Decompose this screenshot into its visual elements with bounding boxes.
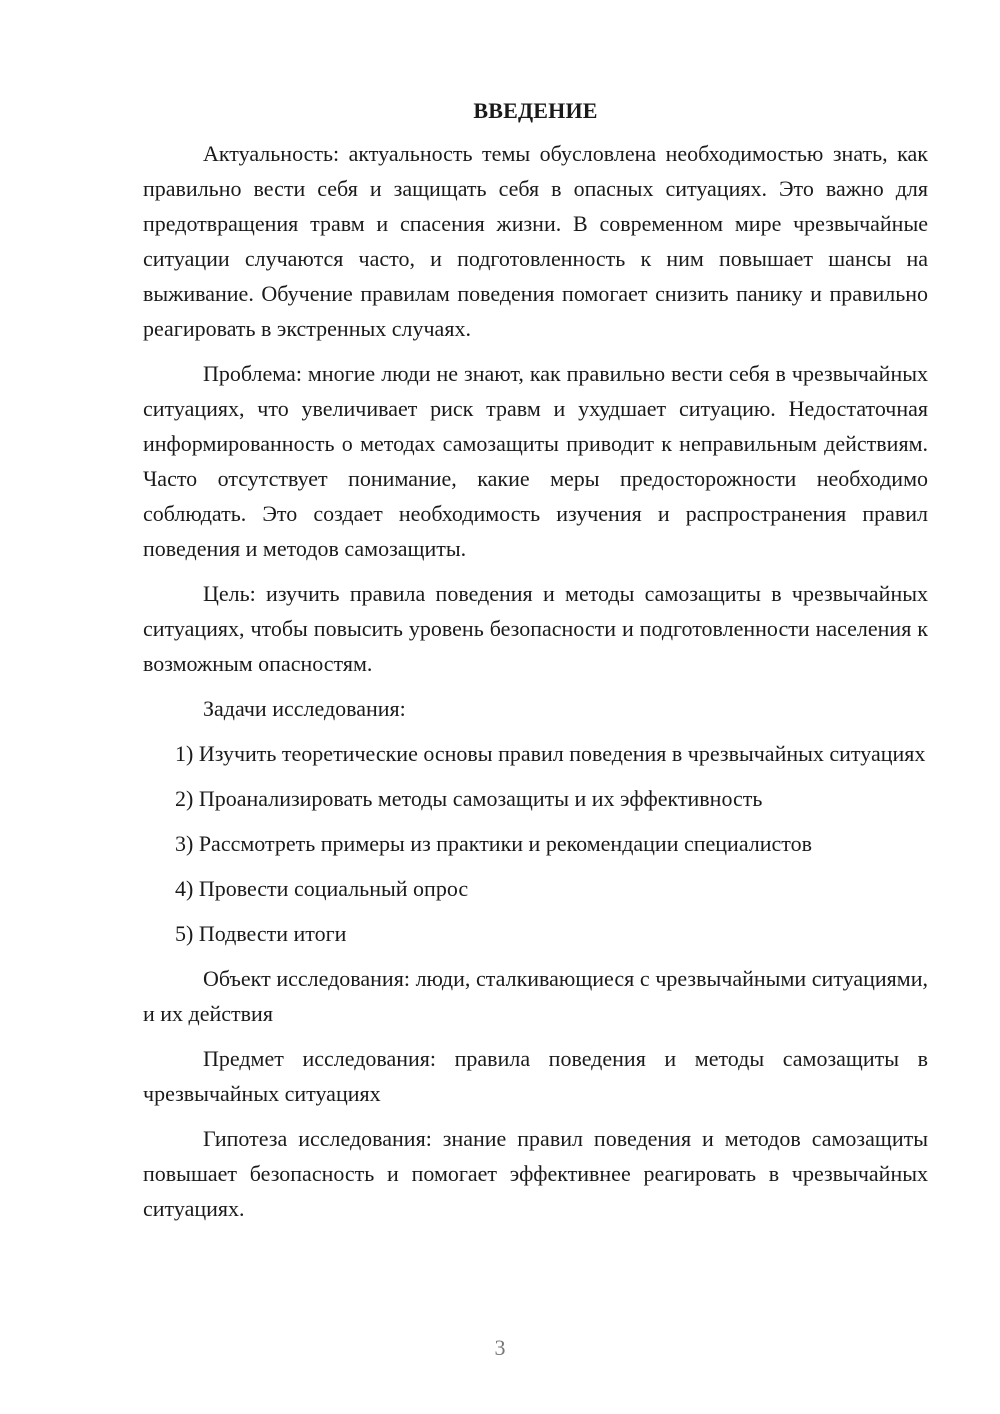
page-number: 3 xyxy=(494,1335,506,1360)
task-item: 1) Изучить теоретические основы правил поведения в чрезвычайных ситуациях xyxy=(175,741,926,766)
task-item: 4) Провести социальный опрос xyxy=(175,876,469,901)
tasks-heading: Задачи исследования: xyxy=(203,696,406,721)
hypothesis-paragraph: Гипотеза исследования: знание правил поведения и методов самозащиты повышает безопасность и помогает эффективнее реагировать в чрезвычайных ситуациях. xyxy=(143,1126,928,1221)
task-item: 2) Проанализировать методы самозащиты и их эффективность xyxy=(175,786,763,811)
subject-paragraph: Предмет исследования: правила поведения и методы самозащиты в чрезвычайных ситуациях xyxy=(143,1046,928,1106)
object-paragraph: Объект исследования: люди, сталкивающиеся с чрезвычайными ситуациями, и их действия xyxy=(143,966,928,1026)
problem-paragraph: Проблема: многие люди не знают, как правильно вести себя в чрезвычайных ситуациях, что увеличивает риск травм и ухудшает ситуацию. Недостаточная информированность о методах самозащиты приводит к неправильным действиям. Часто отсутствует понимание, какие меры предосторожности необходимо соблюдать. Это создает необходимость изучения и распространения правил поведения и методов самозащиты. xyxy=(143,361,928,561)
task-item: 3) Рассмотреть примеры из практики и рекомендации специалистов xyxy=(175,831,813,856)
goal-paragraph: Цель: изучить правила поведения и методы самозащиты в чрезвычайных ситуациях, чтобы повысить уровень безопасности и подготовленности населения к возможным опасностям. xyxy=(143,581,928,676)
page-content xyxy=(143,93,928,1236)
tasks-list xyxy=(143,736,928,951)
task-item: 5) Подвести итоги xyxy=(175,921,347,946)
relevance-paragraph: Актуальность: актуальность темы обусловлена необходимостью знать, как правильно вести себя и защищать себя в опасных ситуациях. Это важно для предотвращения травм и спасения жизни. В современном мире чрезвычайные ситуации случаются часто, и подготовленность к ним повышает шансы на выживание. Обучение правилам поведения помогает снизить панику и правильно реагировать в экстренных случаях. xyxy=(143,141,928,341)
page-title: ВВЕДЕНИЕ xyxy=(473,98,598,123)
